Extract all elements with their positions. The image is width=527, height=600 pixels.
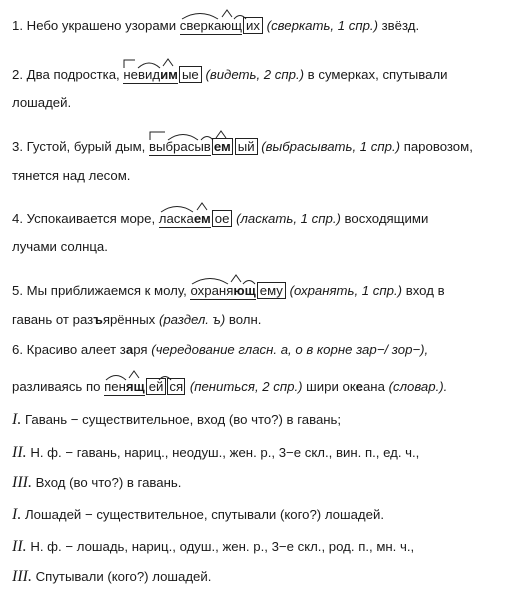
- item-text-end: вход в: [402, 283, 445, 298]
- item-1: [12, 17, 419, 35]
- root-vowel: а: [125, 342, 134, 357]
- analysis-text: Лошадей − существительное, спутывали (кого?) лошадей.: [25, 507, 384, 522]
- word-ending: ему: [257, 282, 286, 299]
- dictionary-vowel: е: [355, 379, 363, 394]
- word-stem: охраня: [190, 283, 234, 298]
- item-number: 6.: [12, 342, 23, 357]
- item-text: Мы приближаемся к молу,: [26, 283, 191, 298]
- item-text: Красиво алеет з: [26, 342, 126, 357]
- word-stem: сверкающ: [179, 18, 243, 33]
- word-suffix: им: [160, 67, 178, 82]
- roman-numeral: II.: [12, 538, 27, 555]
- item-text: разливаясь по: [12, 379, 105, 394]
- word-suffix: ющ: [233, 283, 256, 298]
- word-suffix: ем: [193, 211, 211, 226]
- analysis-text: Н. ф. − гавань, нариц., неодуш., жен. р., 3−е скл., вин. п., ед. ч.,: [30, 445, 420, 460]
- analysis-line: [12, 538, 414, 556]
- roman-numeral: III.: [12, 568, 32, 585]
- hint: (выбрасывать, 1 спр.): [261, 139, 401, 154]
- hint: (сверкать, 1 спр.): [266, 18, 378, 33]
- hint: (раздел. ъ): [158, 312, 226, 327]
- item-text-end: звёзд.: [377, 18, 420, 33]
- item-3: [12, 138, 473, 156]
- analysis-line: [12, 506, 384, 524]
- item-5: [12, 282, 445, 300]
- analysis-line: [12, 411, 341, 429]
- item-number: 1.: [12, 18, 23, 33]
- item-number: 2.: [12, 67, 23, 82]
- item-2: [12, 66, 448, 84]
- item-5-line-2: [12, 311, 261, 329]
- word-suffix: ящ: [125, 379, 145, 394]
- item-text: гавань от раз: [12, 312, 94, 327]
- item-6-line-2: [12, 378, 447, 396]
- parsed-word: [123, 66, 201, 84]
- item-6: [12, 341, 428, 359]
- item-text-end: паровозом,: [400, 139, 473, 154]
- item-3-line-2: [12, 167, 130, 185]
- item-text: лучами солнца.: [12, 239, 108, 254]
- analysis-text: Вход (во что?) в гавань.: [35, 475, 182, 490]
- parsed-word: [180, 17, 263, 35]
- item-text: ярённых: [102, 312, 159, 327]
- word-stem: выбрасыв: [149, 139, 211, 154]
- word-ending: их: [243, 17, 263, 34]
- item-text: ана: [362, 379, 389, 394]
- word-stem: пен: [104, 379, 126, 394]
- word-ending: ей: [146, 378, 167, 395]
- word-ending: ый: [235, 138, 258, 155]
- analysis-text: Н. ф. − лошадь, нариц., одуш., жен. р., 3−е скл., род. п., мн. ч.,: [30, 539, 415, 554]
- hint: (охранять, 1 спр.): [289, 283, 403, 298]
- parsed-word: [159, 210, 233, 228]
- hint: (ласкать, 1 спр.): [236, 211, 341, 226]
- word-ending: ые: [179, 66, 202, 83]
- item-text: Успокаивается море,: [26, 211, 159, 226]
- analysis-text: Гавань − существительное, вход (во что?) в гавань;: [25, 412, 342, 427]
- parsed-word: [104, 378, 186, 396]
- analysis-text: Спутывали (кого?) лошадей.: [35, 569, 212, 584]
- hard-sign: ъ: [93, 312, 103, 327]
- item-number: 4.: [12, 211, 23, 226]
- hint: (видеть, 2 спр.): [205, 67, 305, 82]
- item-text-end: волн.: [225, 312, 262, 327]
- item-number: 3.: [12, 139, 23, 154]
- word-stem: ласка: [158, 211, 194, 226]
- parsed-word: [149, 138, 258, 156]
- analysis-line: [12, 444, 419, 462]
- item-text: лошадей.: [12, 95, 72, 110]
- item-text: шири ок: [302, 379, 356, 394]
- word-ending: ое: [212, 210, 233, 227]
- roman-numeral: I.: [12, 506, 22, 523]
- item-text: Небо украшено узорами: [26, 18, 180, 33]
- item-2-line-2: [12, 94, 71, 112]
- item-4-line-2: [12, 238, 108, 256]
- item-text: ря: [133, 342, 152, 357]
- hint: (чередование гласн. а, о в корне зар−/ зор−),: [151, 342, 429, 357]
- item-text: Два подростка,: [26, 67, 124, 82]
- word-stem: невид: [123, 67, 161, 82]
- parsed-word: [190, 282, 285, 300]
- roman-numeral: II.: [12, 444, 27, 461]
- item-4: [12, 210, 428, 228]
- item-text: Густой, бурый дым,: [26, 139, 150, 154]
- item-text: тянется над лесом.: [12, 168, 131, 183]
- analysis-line: [12, 474, 181, 492]
- roman-numeral: I.: [12, 411, 22, 428]
- analysis-line: [12, 568, 211, 586]
- roman-numeral: III.: [12, 474, 32, 491]
- item-number: 5.: [12, 283, 23, 298]
- item-text-end: восходящими: [340, 211, 429, 226]
- word-suffix: ем: [213, 139, 231, 154]
- word-postfix: ся: [169, 379, 184, 394]
- hint: (словар.).: [388, 379, 448, 394]
- hint: (пениться, 2 спр.): [189, 379, 303, 394]
- item-text-end: в сумерках, спутывали: [304, 67, 448, 82]
